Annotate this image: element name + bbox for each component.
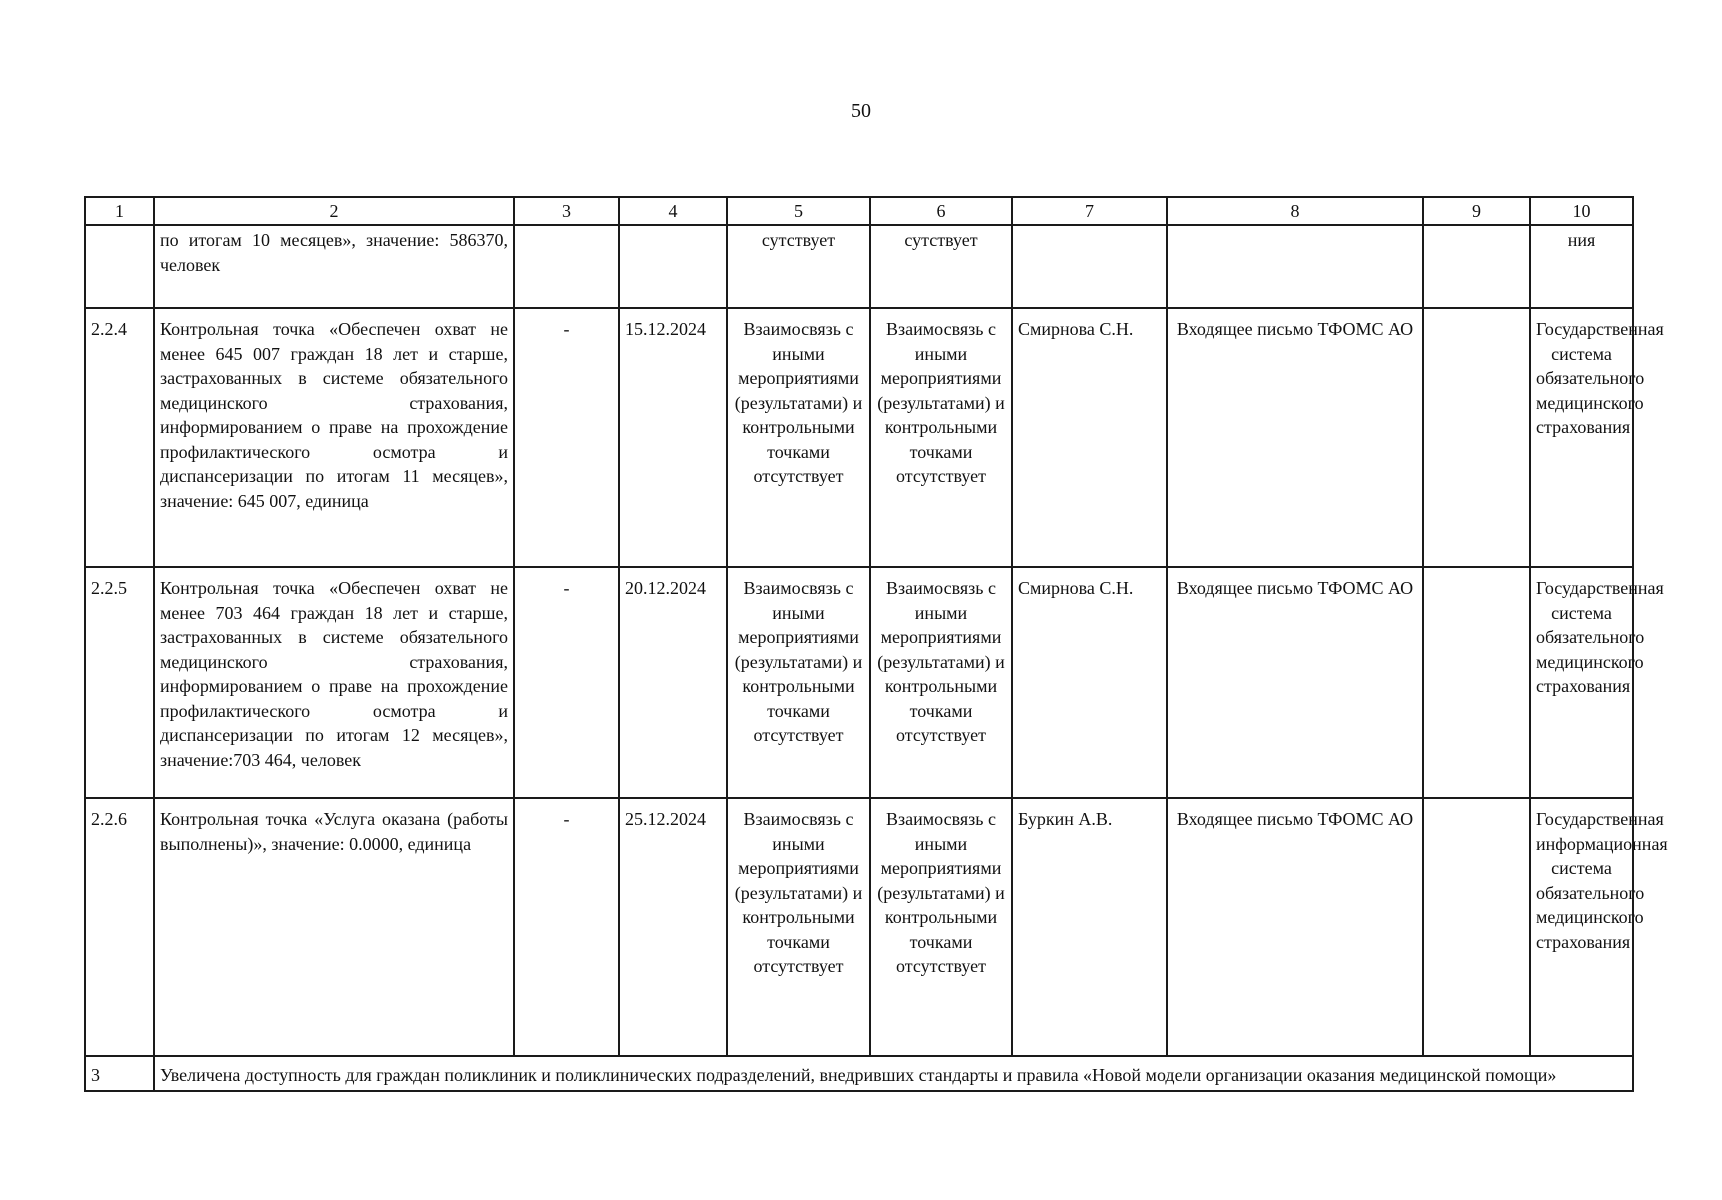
cell-description: по итогам 10 месяцев», значение: 586370, человек (154, 225, 514, 308)
cell-col3 (514, 225, 619, 308)
cell-col9 (1423, 798, 1530, 1056)
cell-document: Входящее письмо ТФОМС АО (1167, 308, 1423, 567)
cell-relation-2: сутствует (870, 225, 1012, 308)
header-col-1: 1 (85, 197, 154, 225)
cell-num: 2.2.6 (85, 798, 154, 1056)
cell-relation-2: Взаимосвязь с иными мероприятиями (результатами) и контрольными точками отсутствует (870, 798, 1012, 1056)
cell-col9 (1423, 225, 1530, 308)
section-row (85, 1056, 1633, 1091)
cell-document: Входящее письмо ТФОМС АО (1167, 567, 1423, 798)
cell-description: Контрольная точка «Услуга оказана (работы выполнены)», значение: 0.0000, единица (154, 798, 514, 1056)
cell-date: 25.12.2024 (619, 798, 727, 1056)
cell-relation-2: Взаимосвязь с иными мероприятиями (результатами) и контрольными точками отсутствует (870, 308, 1012, 567)
header-col-10: 10 (1530, 197, 1633, 225)
cell-responsible: Смирнова С.Н. (1012, 567, 1167, 798)
cell-relation-1: Взаимосвязь с иными мероприятиями (результатами) и контрольными точками отсутствует (727, 308, 870, 567)
cell-description: Контрольная точка «Обеспечен охват не менее 703 464 граждан 18 лет и старше, застрахованных в системе обязательного медицинского страхования, информированием о праве на прохождение профилактического осмотра и диспансеризации по итогам 12 месяцев», значение:703 464, человек (154, 567, 514, 798)
cell-date (619, 225, 727, 308)
table-row (85, 308, 1633, 567)
cell-system: Государственная информационная система обязательного медицинского страхования (1530, 798, 1633, 1056)
cell-relation-1: Взаимосвязь с иными мероприятиями (результатами) и контрольными точками отсутствует (727, 567, 870, 798)
cell-document: Входящее письмо ТФОМС АО (1167, 798, 1423, 1056)
cell-relation-1: сутствует (727, 225, 870, 308)
header-col-9: 9 (1423, 197, 1530, 225)
cell-system: Государственная система обязательного медицинского страхования (1530, 567, 1633, 798)
cell-responsible: Смирнова С.Н. (1012, 308, 1167, 567)
page-number: 50 (851, 100, 871, 122)
cell-col9 (1423, 308, 1530, 567)
cell-col3: - (514, 308, 619, 567)
section-num: 3 (85, 1056, 154, 1091)
cell-relation-1: Взаимосвязь с иными мероприятиями (результатами) и контрольными точками отсутствует (727, 798, 870, 1056)
cell-responsible (1012, 225, 1167, 308)
table-row (85, 567, 1633, 798)
cell-date: 20.12.2024 (619, 567, 727, 798)
cell-responsible: Буркин А.В. (1012, 798, 1167, 1056)
header-col-4: 4 (619, 197, 727, 225)
header-col-6: 6 (870, 197, 1012, 225)
header-col-8: 8 (1167, 197, 1423, 225)
cell-num: 2.2.5 (85, 567, 154, 798)
table-row (85, 798, 1633, 1056)
cell-date: 15.12.2024 (619, 308, 727, 567)
cell-num (85, 225, 154, 308)
header-col-5: 5 (727, 197, 870, 225)
header-col-2: 2 (154, 197, 514, 225)
header-col-3: 3 (514, 197, 619, 225)
cell-num: 2.2.4 (85, 308, 154, 567)
cell-col3: - (514, 567, 619, 798)
header-col-7: 7 (1012, 197, 1167, 225)
cell-relation-2: Взаимосвязь с иными мероприятиями (результатами) и контрольными точками отсутствует (870, 567, 1012, 798)
header-row (85, 197, 1633, 225)
table-row-continuation (85, 225, 1633, 308)
cell-system: ния (1530, 225, 1633, 308)
cell-description: Контрольная точка «Обеспечен охват не менее 645 007 граждан 18 лет и старше, застрахованных в системе обязательного медицинского страхования, информированием о праве на прохождение профилактического осмотра и диспансеризации по итогам 11 месяцев», значение: 645 007, единица (154, 308, 514, 567)
cell-col3: - (514, 798, 619, 1056)
activities-table (84, 196, 1668, 1092)
section-text: Увеличена доступность для граждан поликлиник и поликлинических подразделений, внедривших стандарты и правила «Новой модели организации оказания медицинской помощи» (154, 1056, 1633, 1091)
cell-document (1167, 225, 1423, 308)
cell-system: Государственная система обязательного медицинского страхования (1530, 308, 1633, 567)
cell-col9 (1423, 567, 1530, 798)
